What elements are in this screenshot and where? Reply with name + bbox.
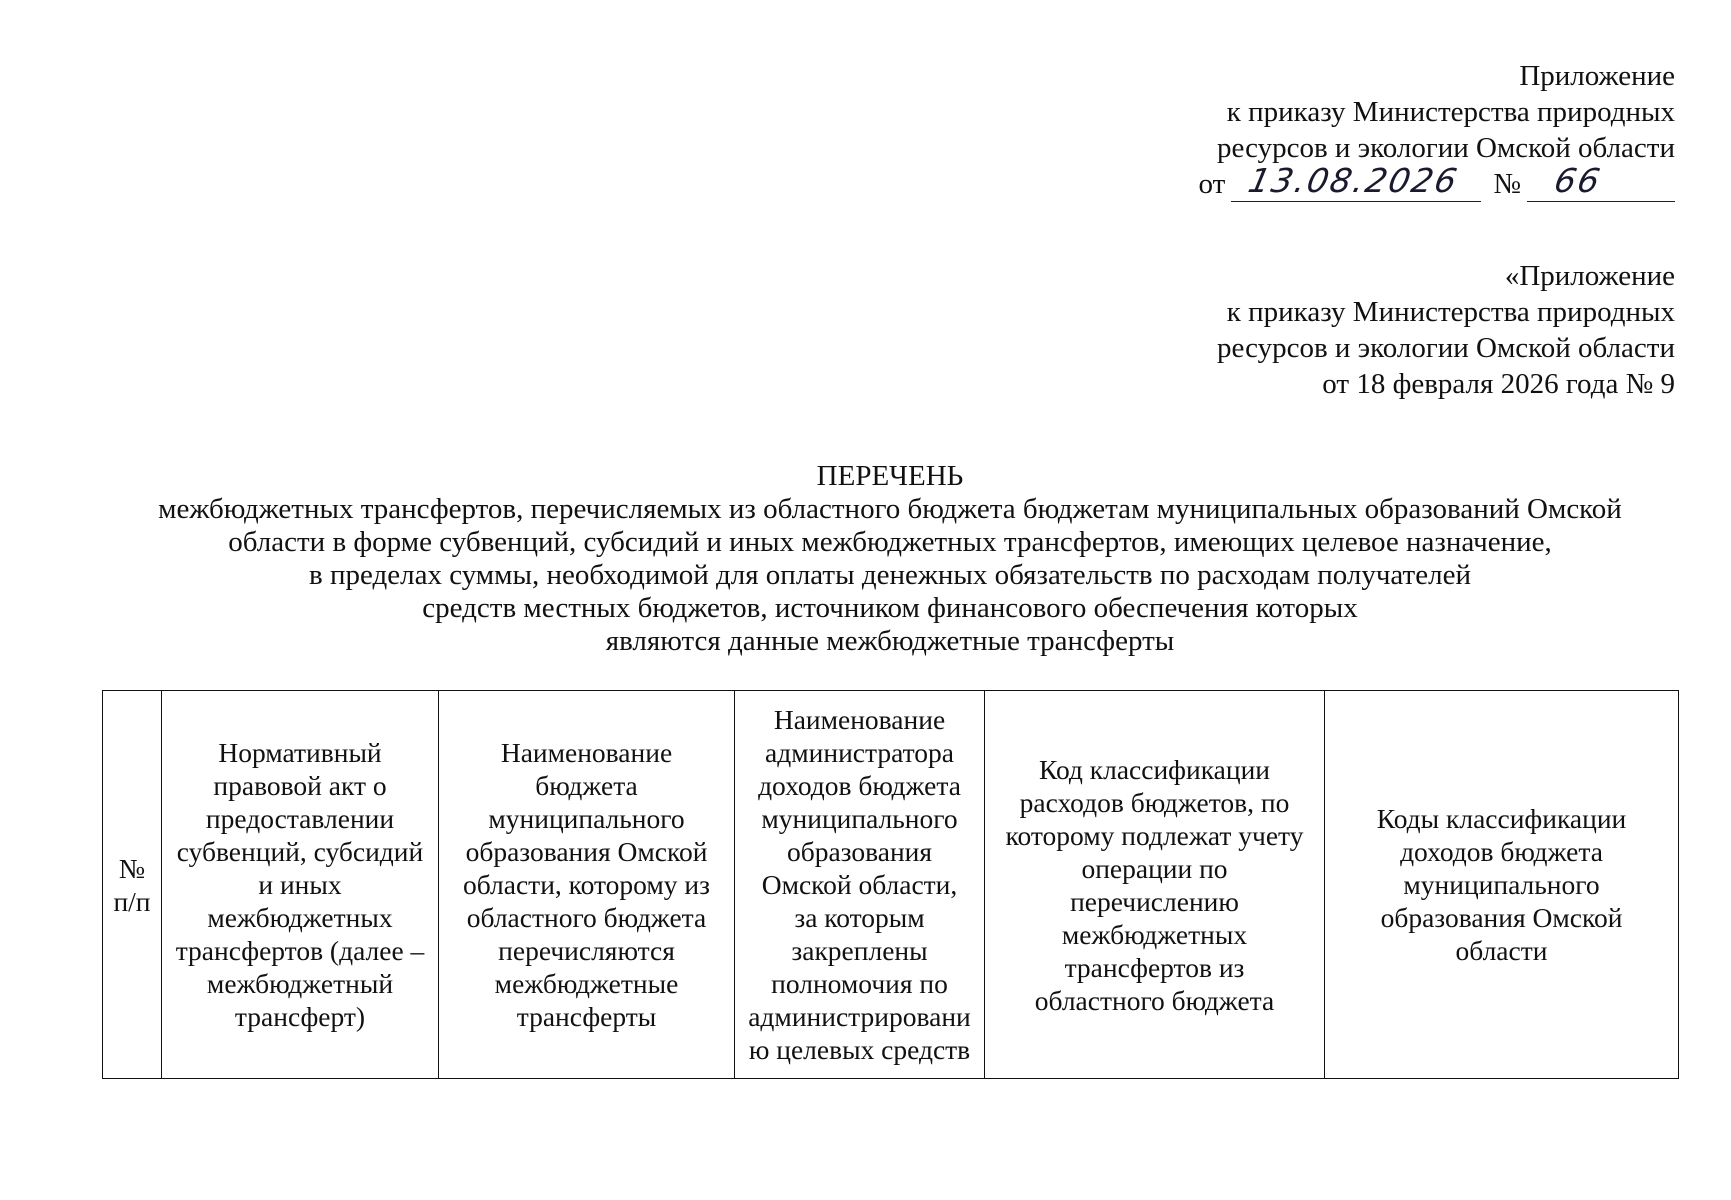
column-header-municipal-budget: Наименование бюджета муниципального образования Омской области, которому из областного бюджета перечисляются межбюджетные трансферты bbox=[439, 691, 735, 1079]
date-prefix: от bbox=[1198, 168, 1226, 200]
order-date-number-line bbox=[1198, 161, 1675, 202]
subtitle-line: являются данные межбюджетные трансферты bbox=[605, 625, 1175, 657]
document-title-block bbox=[100, 460, 1680, 658]
appendix-ministry: ресурсов и экологии Омской области bbox=[1217, 132, 1675, 164]
document-title: ПЕРЕЧЕНЬ bbox=[816, 460, 964, 492]
subtitle-line: средств местных бюджетов, источником финансового обеспечения которых bbox=[422, 592, 1358, 624]
prev-appendix-order-ref: к приказу Министерства природных bbox=[1226, 296, 1675, 328]
appendix-order-ref: к приказу Министерства природных bbox=[1226, 96, 1675, 128]
handwritten-number: 66 bbox=[1550, 161, 1606, 200]
transfers-table-wrapper bbox=[102, 690, 1679, 1079]
number-field bbox=[1527, 161, 1675, 202]
transfers-table bbox=[102, 690, 1679, 1079]
handwritten-date: 13.08.2026 bbox=[1245, 161, 1463, 200]
date-field bbox=[1231, 161, 1481, 202]
document-subtitle bbox=[100, 493, 1680, 658]
column-header-revenue-administrator: Наименование администратора доходов бюджета муниципального образования Омской области, за которым закреплены полномочия по администрировани ю целевых средств bbox=[735, 691, 985, 1079]
number-sign: № bbox=[1493, 168, 1521, 200]
appendix-label: Приложение bbox=[1519, 60, 1675, 92]
subtitle-line: межбюджетных трансфертов, перечисляемых из областного бюджета бюджетам муниципальных образований Омской bbox=[158, 493, 1622, 525]
prev-appendix-ministry: ресурсов и экологии Омской области bbox=[1217, 332, 1675, 364]
subtitle-line: в пределах суммы, необходимой для оплаты денежных обязательств по расходам получателей bbox=[309, 559, 1471, 591]
column-header-number: № п/п bbox=[103, 691, 162, 1079]
prev-appendix-label: «Приложение bbox=[1504, 260, 1675, 292]
column-header-revenue-codes: Коды классификации доходов бюджета муниципального образования Омской области bbox=[1325, 691, 1679, 1079]
subtitle-line: области в форме субвенций, субсидий и иных межбюджетных трансфертов, имеющих целевое назначение, bbox=[228, 526, 1552, 558]
prev-appendix-date: от 18 февраля 2026 года № 9 bbox=[1322, 368, 1675, 400]
table-header-row bbox=[103, 691, 1679, 1079]
appendix-header bbox=[1199, 58, 1675, 202]
column-header-legal-act: Нормативный правовой акт о предоставлении субвенций, субсидий и иных межбюджетных трансфертов (далее – межбюджетный трансферт) bbox=[162, 691, 439, 1079]
previous-appendix-header bbox=[1217, 258, 1675, 402]
column-header-expense-code: Код классификации расходов бюджетов, по которому подлежат учету операции по перечислению межбюджетных трансфертов из областного бюджета bbox=[985, 691, 1325, 1079]
